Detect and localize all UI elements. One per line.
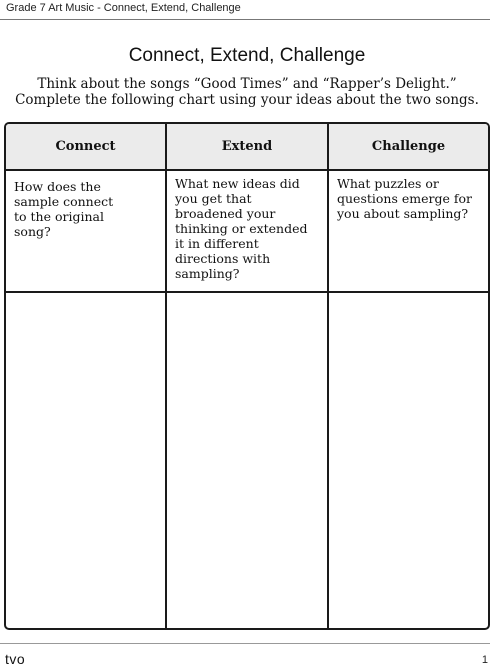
prompt-extend: What new ideas did you get that broadened your thinking or extended it in different directions with sampling? [167,171,329,291]
column-heading-connect: Connect [6,124,167,169]
connect-extend-challenge-chart [4,122,490,630]
instructions-text: Think about the songs “Good Times” and “Rapper’s Delight.” Complete the following chart using your ideas about the two songs. [15,76,479,108]
footer-divider [0,643,490,644]
chart-prompt-row [6,171,488,293]
page-number: 1 [481,654,488,666]
page-title: Connect, Extend, Challenge [128,45,366,66]
document-header-title: Grade 7 Art Music - Connect, Extend, Challenge [6,2,241,14]
answer-cell-connect[interactable] [6,293,167,628]
header-divider [0,19,490,20]
answer-cell-extend[interactable] [167,293,329,628]
prompt-connect: How does the sample connect to the original song? [6,171,167,291]
prompt-challenge: What puzzles or questions emerge for you about sampling? [337,176,472,221]
answer-cell-challenge[interactable] [329,293,488,628]
tvo-logo: tvo [5,651,26,667]
column-heading-extend: Extend [167,124,329,169]
chart-answer-row [6,293,488,628]
column-heading-challenge: Challenge [371,139,446,154]
chart-header-row [6,124,488,171]
